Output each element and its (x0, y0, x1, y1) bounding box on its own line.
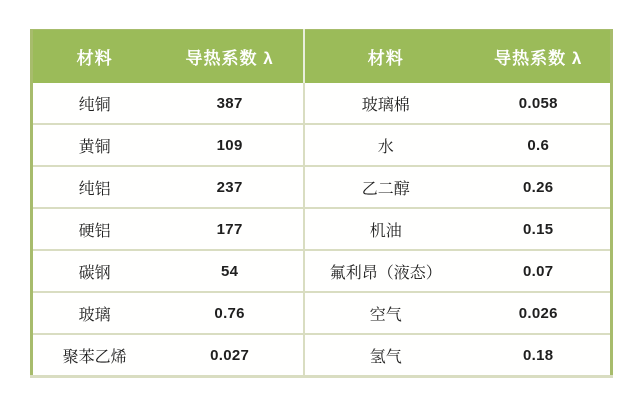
material-cell: 纯铝 (32, 166, 157, 208)
value-cell: 0.26 (466, 166, 611, 208)
value-cell: 0.058 (466, 83, 611, 124)
material-cell: 纯铜 (32, 83, 157, 124)
material-cell: 碳钢 (32, 250, 157, 292)
table-row (32, 208, 612, 250)
table-row (32, 292, 612, 334)
value-cell: 0.15 (466, 208, 611, 250)
value-cell: 54 (156, 250, 304, 292)
header-conductivity-right: 导热系数 λ (466, 30, 611, 84)
value-cell: 0.76 (156, 292, 304, 334)
conductivity-table (30, 29, 613, 378)
table-row (32, 250, 612, 292)
value-cell: 0.6 (466, 124, 611, 166)
material-cell: 聚苯乙烯 (32, 334, 157, 377)
header-conductivity-left: 导热系数 λ (156, 30, 304, 84)
table-row (32, 124, 612, 166)
material-cell: 玻璃棉 (304, 83, 466, 124)
table-row (32, 166, 612, 208)
table-row (32, 83, 612, 124)
material-cell: 玻璃 (32, 292, 157, 334)
material-cell: 水 (304, 124, 466, 166)
material-cell: 黄铜 (32, 124, 157, 166)
material-cell: 硬铝 (32, 208, 157, 250)
value-cell: 0.026 (466, 292, 611, 334)
value-cell: 177 (156, 208, 304, 250)
material-cell: 机油 (304, 208, 466, 250)
value-cell: 387 (156, 83, 304, 124)
material-cell: 乙二醇 (304, 166, 466, 208)
value-cell: 0.18 (466, 334, 611, 377)
material-cell: 氢气 (304, 334, 466, 377)
value-cell: 0.027 (156, 334, 304, 377)
table-row (32, 334, 612, 377)
value-cell: 109 (156, 124, 304, 166)
material-cell: 氟利昂（液态） (304, 250, 466, 292)
header-material-left: 材料 (32, 30, 157, 84)
value-cell: 237 (156, 166, 304, 208)
value-cell: 0.07 (466, 250, 611, 292)
table-header-row (32, 30, 612, 84)
material-cell: 空气 (304, 292, 466, 334)
conductivity-table-container (30, 29, 613, 378)
header-material-right: 材料 (304, 30, 466, 84)
